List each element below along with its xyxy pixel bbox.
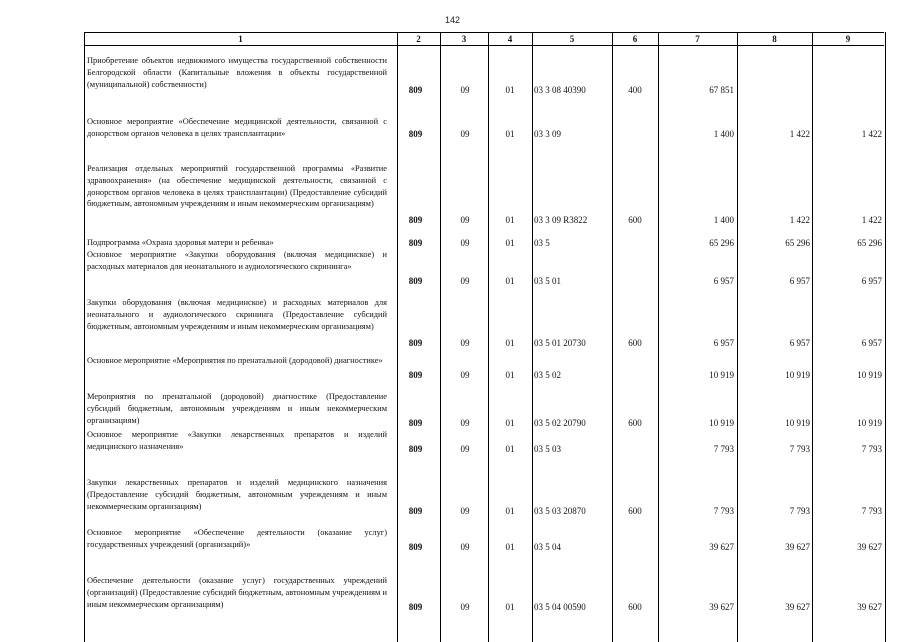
row-description: Основное мероприятие «Мероприятия по пренатальной (дородовой) диагностике» (87, 356, 383, 365)
cell-subsection: 01 (505, 444, 515, 454)
cell-target-code: 03 5 (534, 238, 550, 248)
cell-target-code: 03 3 08 40390 (534, 85, 586, 95)
header-col-9: 9 (845, 34, 851, 44)
cell-section: 09 (460, 506, 470, 516)
cell-amount-2: 10 919 (785, 370, 810, 380)
header-col-7: 7 (695, 34, 700, 44)
cell-expense-type: 600 (628, 215, 642, 225)
cell-amount-2: 6 957 (789, 276, 810, 286)
cell-section: 09 (460, 238, 470, 248)
cell-amount-3: 7 793 (861, 506, 882, 516)
cell-section: 09 (460, 444, 470, 454)
cell-subsection: 01 (505, 542, 515, 552)
page-number: 142 (444, 15, 461, 25)
cell-amount-2: 1 422 (789, 129, 810, 139)
cell-subsection: 01 (505, 418, 515, 428)
cell-target-code: 03 3 09 R3822 (534, 215, 588, 225)
cell-target-code: 03 5 03 (534, 444, 561, 454)
cell-amount-3: 39 627 (857, 542, 882, 552)
cell-admin-code: 809 (408, 444, 423, 454)
cell-amount-2: 7 793 (789, 444, 810, 454)
header-col-6: 6 (632, 34, 638, 44)
column-divider (532, 32, 533, 642)
cell-target-code: 03 5 02 20790 (534, 418, 586, 428)
cell-subsection: 01 (505, 129, 515, 139)
row-description: Закупки лекарственных препаратов и изделий медицинского назначения (Предоставление субсидий бюджетным, автономным учреждениям и иным некоммерческим организациям) (87, 478, 387, 511)
cell-amount-1: 10 919 (709, 370, 734, 380)
cell-admin-code: 809 (408, 129, 423, 139)
cell-expense-type (614, 237, 656, 249)
column-divider (812, 32, 813, 642)
header-col-3: 3 (461, 34, 467, 44)
cell-target-code: 03 5 01 20730 (534, 338, 586, 348)
cell-amount-3: 10 919 (857, 370, 882, 380)
cell-subsection: 01 (505, 276, 515, 286)
cell-amount-1: 6 957 (713, 338, 734, 348)
cell-expense-type: 600 (628, 338, 642, 348)
header-col-5: 5 (569, 34, 575, 44)
cell-amount-2: 10 919 (785, 418, 810, 428)
cell-amount-1: 7 793 (713, 444, 734, 454)
cell-admin-code: 809 (408, 276, 423, 286)
cell-amount-3: 6 957 (861, 338, 882, 348)
cell-section: 09 (460, 215, 470, 225)
cell-admin-code: 809 (408, 370, 423, 380)
column-divider (488, 32, 489, 642)
cell-amount-2: 7 793 (789, 506, 810, 516)
cell-amount-1: 39 627 (709, 602, 734, 612)
cell-expense-type (614, 443, 656, 455)
cell-amount-3: 1 422 (861, 129, 882, 139)
column-divider (737, 32, 738, 642)
header-col-1: 1 (238, 34, 243, 44)
cell-target-code: 03 5 04 00590 (534, 602, 586, 612)
cell-section: 09 (460, 338, 470, 348)
cell-target-code: 03 3 09 (534, 129, 561, 139)
header-col-4: 4 (507, 34, 513, 44)
cell-admin-code: 809 (408, 602, 423, 612)
cell-subsection: 01 (505, 215, 515, 225)
cell-amount-2: 39 627 (785, 602, 810, 612)
cell-amount-1: 10 919 (709, 418, 734, 428)
cell-expense-type: 600 (628, 506, 642, 516)
cell-amount-2: 6 957 (789, 338, 810, 348)
cell-amount-1: 7 793 (713, 506, 734, 516)
cell-admin-code: 809 (408, 506, 423, 516)
cell-subsection: 01 (505, 506, 515, 516)
cell-section: 09 (460, 129, 470, 139)
cell-subsection: 01 (505, 238, 515, 248)
cell-amount-2: 65 296 (785, 238, 810, 248)
cell-expense-type: 400 (628, 85, 642, 95)
cell-section: 09 (460, 418, 470, 428)
cell-expense-type (614, 369, 656, 381)
row-description: Закупки оборудования (включая медицинское) и расходных материалов для неонатального и аудиологического скрининга (Предоставление субсидий бюджетным, автономным учреждениям и иным некоммерческим организациям) (87, 298, 387, 331)
cell-amount-2: 1 422 (789, 215, 810, 225)
cell-amount-2 (740, 84, 810, 96)
cell-expense-type: 600 (628, 602, 642, 612)
cell-section: 09 (460, 602, 470, 612)
cell-amount-3 (814, 84, 882, 96)
cell-admin-code: 809 (408, 85, 423, 95)
cell-amount-1: 39 627 (709, 542, 734, 552)
row-description: Основное мероприятие «Обеспечение деятельности (оказание услуг) государственных учреждений (организаций)» (87, 528, 387, 549)
cell-admin-code: 809 (408, 542, 423, 552)
cell-section: 09 (460, 276, 470, 286)
column-divider (440, 32, 441, 642)
cell-amount-2: 39 627 (785, 542, 810, 552)
cell-target-code: 03 5 01 (534, 276, 561, 286)
cell-target-code: 03 5 04 (534, 542, 561, 552)
cell-amount-3: 7 793 (861, 444, 882, 454)
cell-admin-code: 809 (408, 238, 423, 248)
cell-target-code: 03 5 02 (534, 370, 561, 380)
row-description: Основное мероприятие «Закупки лекарственных препаратов и изделий медицинского назначения» (87, 430, 387, 451)
cell-expense-type (614, 128, 656, 140)
cell-admin-code: 809 (408, 338, 423, 348)
cell-amount-1: 6 957 (713, 276, 734, 286)
cell-amount-3: 10 919 (857, 418, 882, 428)
cell-admin-code: 809 (408, 418, 423, 428)
cell-amount-3: 6 957 (861, 276, 882, 286)
cell-section: 09 (460, 542, 470, 552)
row-description: Основное мероприятие «Закупки оборудования (включая медицинское) и расходных материалов для неонатального и аудиологического скрининга» (87, 250, 387, 271)
cell-expense-type (614, 275, 656, 287)
cell-amount-3: 1 422 (861, 215, 882, 225)
cell-subsection: 01 (505, 602, 515, 612)
cell-amount-1: 1 400 (713, 215, 734, 225)
cell-expense-type: 600 (628, 418, 642, 428)
cell-subsection: 01 (505, 338, 515, 348)
row-description: Основное мероприятие «Обеспечение медицинской деятельности, связанной с донорством органов человека в целях трансплантации» (87, 117, 387, 138)
row-description: Приобретение объектов недвижимого имущества государственной собственности Белгородской области (Капитальные вложения в объекты государственной (муниципальной) собственности) (87, 56, 387, 89)
cell-amount-1: 67 851 (709, 85, 734, 95)
row-description: Мероприятия по пренатальной (дородовой) диагностике (Предоставление субсидий бюджетным, автономным учреждениям и иным некоммерческим организациям) (87, 392, 387, 425)
cell-subsection: 01 (505, 370, 515, 380)
cell-admin-code: 809 (408, 215, 423, 225)
header-col-2: 2 (416, 34, 421, 44)
cell-amount-1: 65 296 (709, 238, 734, 248)
row-description: Подпрограмма «Охрана здоровья матери и ребенка» (87, 238, 274, 247)
cell-subsection: 01 (505, 85, 515, 95)
row-description: Реализация отдельных мероприятий государственной программы «Развитие здравоохранения» (на обеспечение медицинской деятельности, связанной с донорством органов человека в целях трансплантации) (Предоставление субсидий бюджетным, автономным учреждениям и иным некоммерческим организациям) (87, 164, 387, 209)
cell-expense-type (614, 541, 656, 553)
cell-section: 09 (460, 85, 470, 95)
cell-section: 09 (460, 370, 470, 380)
cell-amount-3: 39 627 (857, 602, 882, 612)
header-col-8: 8 (772, 34, 777, 44)
cell-amount-3: 65 296 (857, 238, 882, 248)
cell-target-code: 03 5 03 20870 (534, 506, 586, 516)
row-description: Обеспечение деятельности (оказание услуг) государственных учреждений (организаций) (Предоставление субсидий бюджетным, автономным учреждениям и иным некоммерческим организациям) (87, 576, 387, 609)
column-divider (658, 32, 659, 642)
cell-amount-1: 1 400 (713, 129, 734, 139)
